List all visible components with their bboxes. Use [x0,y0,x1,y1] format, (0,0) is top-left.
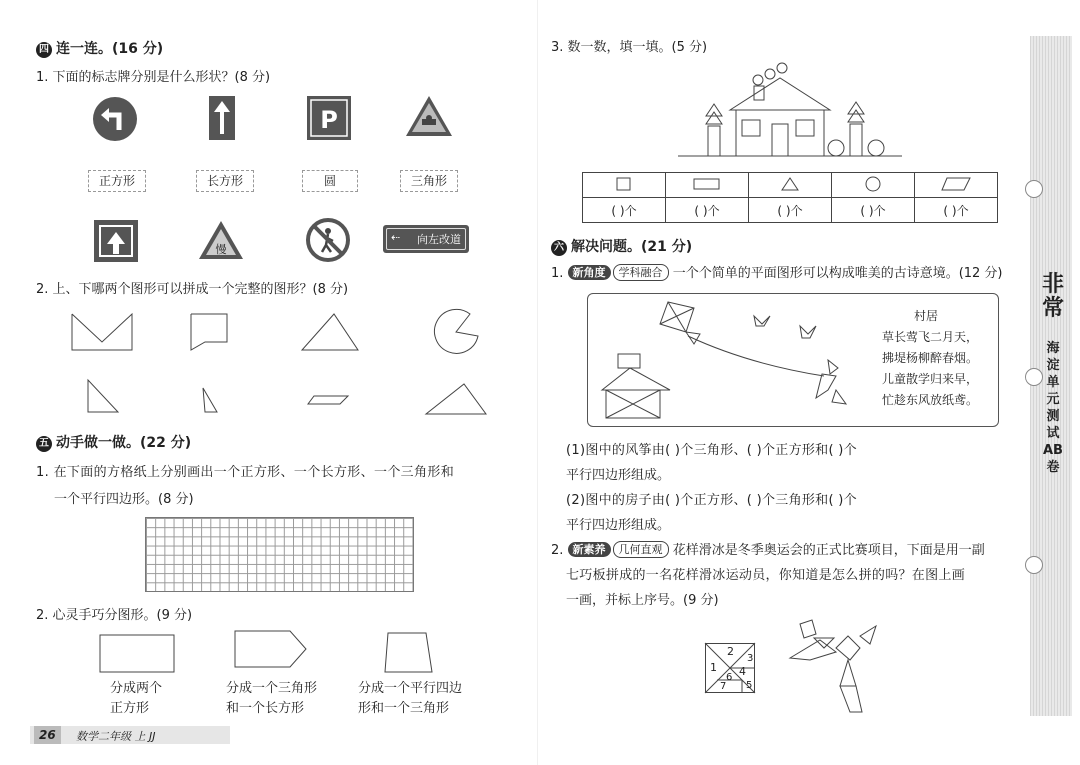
section-title: 动手做一做。(22 分) [56,435,192,451]
label-square[interactable]: 正方形 [88,170,146,192]
problem-1-text [551,262,1003,281]
section-five-heading [36,432,191,452]
detour-sign-text: 向左改道 [417,233,461,246]
shape-bottom-4[interactable] [424,382,488,416]
poem-line-4: 忙趁东风放纸鸢。 [882,393,979,407]
parking-icon [307,96,351,140]
tangram-square [705,643,755,693]
shape-bottom-1[interactable] [86,378,120,414]
section-four-heading [36,38,163,58]
count-input-parallelogram[interactable]: ( )个 [915,198,998,223]
poem-scene-box [587,293,999,427]
label-triangle[interactable]: 三角形 [400,170,458,192]
tangram-skater[interactable] [790,616,880,716]
book-title: 数学二年级 上 JJ [76,730,156,743]
divide-pentagon[interactable] [234,630,308,670]
problem-1-q2-line-1[interactable]: (2)图中的房子由( )个正方形、( )个三角形和( )个 [566,493,857,508]
poem-line-3: 儿童散学归来早， [882,372,979,386]
divide-task-2-line-1: 分成一个三角形 [226,681,318,696]
slow-sign-text: 慢 [215,243,227,256]
tag-new-literacy: 新素养 [568,542,611,557]
house-illustration [678,60,902,160]
shape-top-2[interactable] [189,312,231,352]
problem-1-num: 1. [551,266,564,281]
section-number-badge: 四 [36,42,52,58]
problem-2-line-3: 一画，并标上序号。(9 分) [566,593,719,608]
problem-1-q1-line-1[interactable]: (1)图中的风筝由( )个三角形、( )个正方形和( )个 [566,443,857,458]
question-5-2-text: 2. 心灵手巧分图形。(9 分) [36,608,193,623]
binding-hole [1025,180,1043,198]
kite-scene-illustration [588,294,888,426]
divide-task-3-line-1: 分成一个平行四边 [358,681,463,696]
up-arrow-icon [209,96,235,140]
sidebar-title: 海淀单元测试AB卷 [1043,341,1063,475]
shape-top-4[interactable] [430,306,482,358]
count-input-circle[interactable]: ( )个 [832,198,915,223]
grid-paper[interactable] [145,517,414,592]
slow-sign-icon [198,219,244,261]
binding-hole [1025,556,1043,574]
divide-task-3-line-2: 形和一个三角形 [358,701,450,716]
shape-top-1[interactable] [70,312,134,352]
shape-bottom-3[interactable] [306,394,350,406]
divide-task-2-line-2: 和一个长方形 [226,701,305,716]
tag-new-angle: 新角度 [568,265,611,280]
page-number: 26 [34,726,61,744]
warning-triangle-icon [404,94,454,138]
square-icon [583,173,666,198]
no-pedestrian-icon [306,218,350,262]
circle-icon [832,173,915,198]
section-six-heading [551,236,692,256]
svg-text:P: P [320,106,338,134]
count-input-square[interactable]: ( )个 [583,198,666,223]
tangram-num-4: 4 [739,665,746,678]
section-number-badge: 五 [36,436,52,452]
binding-hole [1025,368,1043,386]
problem-1-q2-line-2: 平行四边形组成。 [566,518,671,533]
divide-task-1-line-2: 正方形 [110,701,150,716]
question-2-text: 2. 上、下哪两个图形可以拼成一个完整的图形？(8 分) [36,282,349,297]
count-input-rectangle[interactable]: ( )个 [666,198,749,223]
question-1-text: 1. 下面的标志牌分别是什么形状？(8 分) [36,70,271,85]
question-3-text: 3. 数一数，填一填。(5 分) [551,40,708,55]
problem-1-desc: 一个个简单的平面图形可以构成唯美的古诗意境。(12 分) [672,266,1003,281]
triangle-icon [749,173,832,198]
question-5-1-line-1: 1. 在下面的方格纸上分别画出一个正方形、一个长方形、一个三角形和 [36,465,455,480]
problem-2-line-1 [551,539,985,558]
tangram-num-2: 2 [727,645,734,658]
tag-cross-discipline: 学科融合 [613,264,669,281]
turn-left-icon [92,96,138,142]
shape-top-3[interactable] [300,312,360,352]
divide-task-1-line-1: 分成两个 [110,681,163,696]
detour-sign-icon [383,225,469,253]
question-5-1-line-2: 一个平行四边形。(8 分) [54,492,194,507]
problem-2-desc-1: 花样滑冰是冬季奥运会的正式比赛项目，下面是用一副 [672,543,985,558]
poem-title: 村居 [914,309,939,323]
count-table [582,172,998,223]
label-circle[interactable]: 圆 [302,170,358,192]
divide-rectangle[interactable] [99,634,175,674]
problem-1-q1-line-2: 平行四边形组成。 [566,468,671,483]
shape-bottom-2[interactable] [201,386,219,414]
problem-2-num: 2. [551,543,564,558]
tangram-num-5: 5 [746,680,753,691]
page-gutter [537,0,538,765]
tangram-num-7: 7 [720,681,727,692]
problem-2-line-2: 七巧板拼成的一名花样滑冰运动员，你知道是怎么拼的吗？在图上画 [566,568,966,583]
sidebar-brand: 非常 [1041,271,1064,321]
poem-line-1: 草长莺飞二月天， [882,330,979,344]
section-number-badge: 六 [551,240,567,256]
poem-line-2: 拂堤杨柳醉春烟。 [882,351,979,365]
label-rectangle[interactable]: 长方形 [196,170,254,192]
tag-geometry-intuition: 几何直观 [613,541,669,558]
count-input-triangle[interactable]: ( )个 [749,198,832,223]
tangram-num-1: 1 [710,661,717,674]
divide-trapezoid[interactable] [384,632,434,674]
tangram-num-6: 6 [726,672,733,683]
tangram-num-3: 3 [747,653,754,664]
section-title: 解决问题。(21 分) [571,239,693,255]
section-title: 连一连。(16 分) [56,41,164,57]
exit-sign-icon [94,220,138,262]
rectangle-icon [666,173,749,198]
detour-arrow-icon: ⇠ [391,231,401,244]
parallelogram-icon [915,173,998,198]
